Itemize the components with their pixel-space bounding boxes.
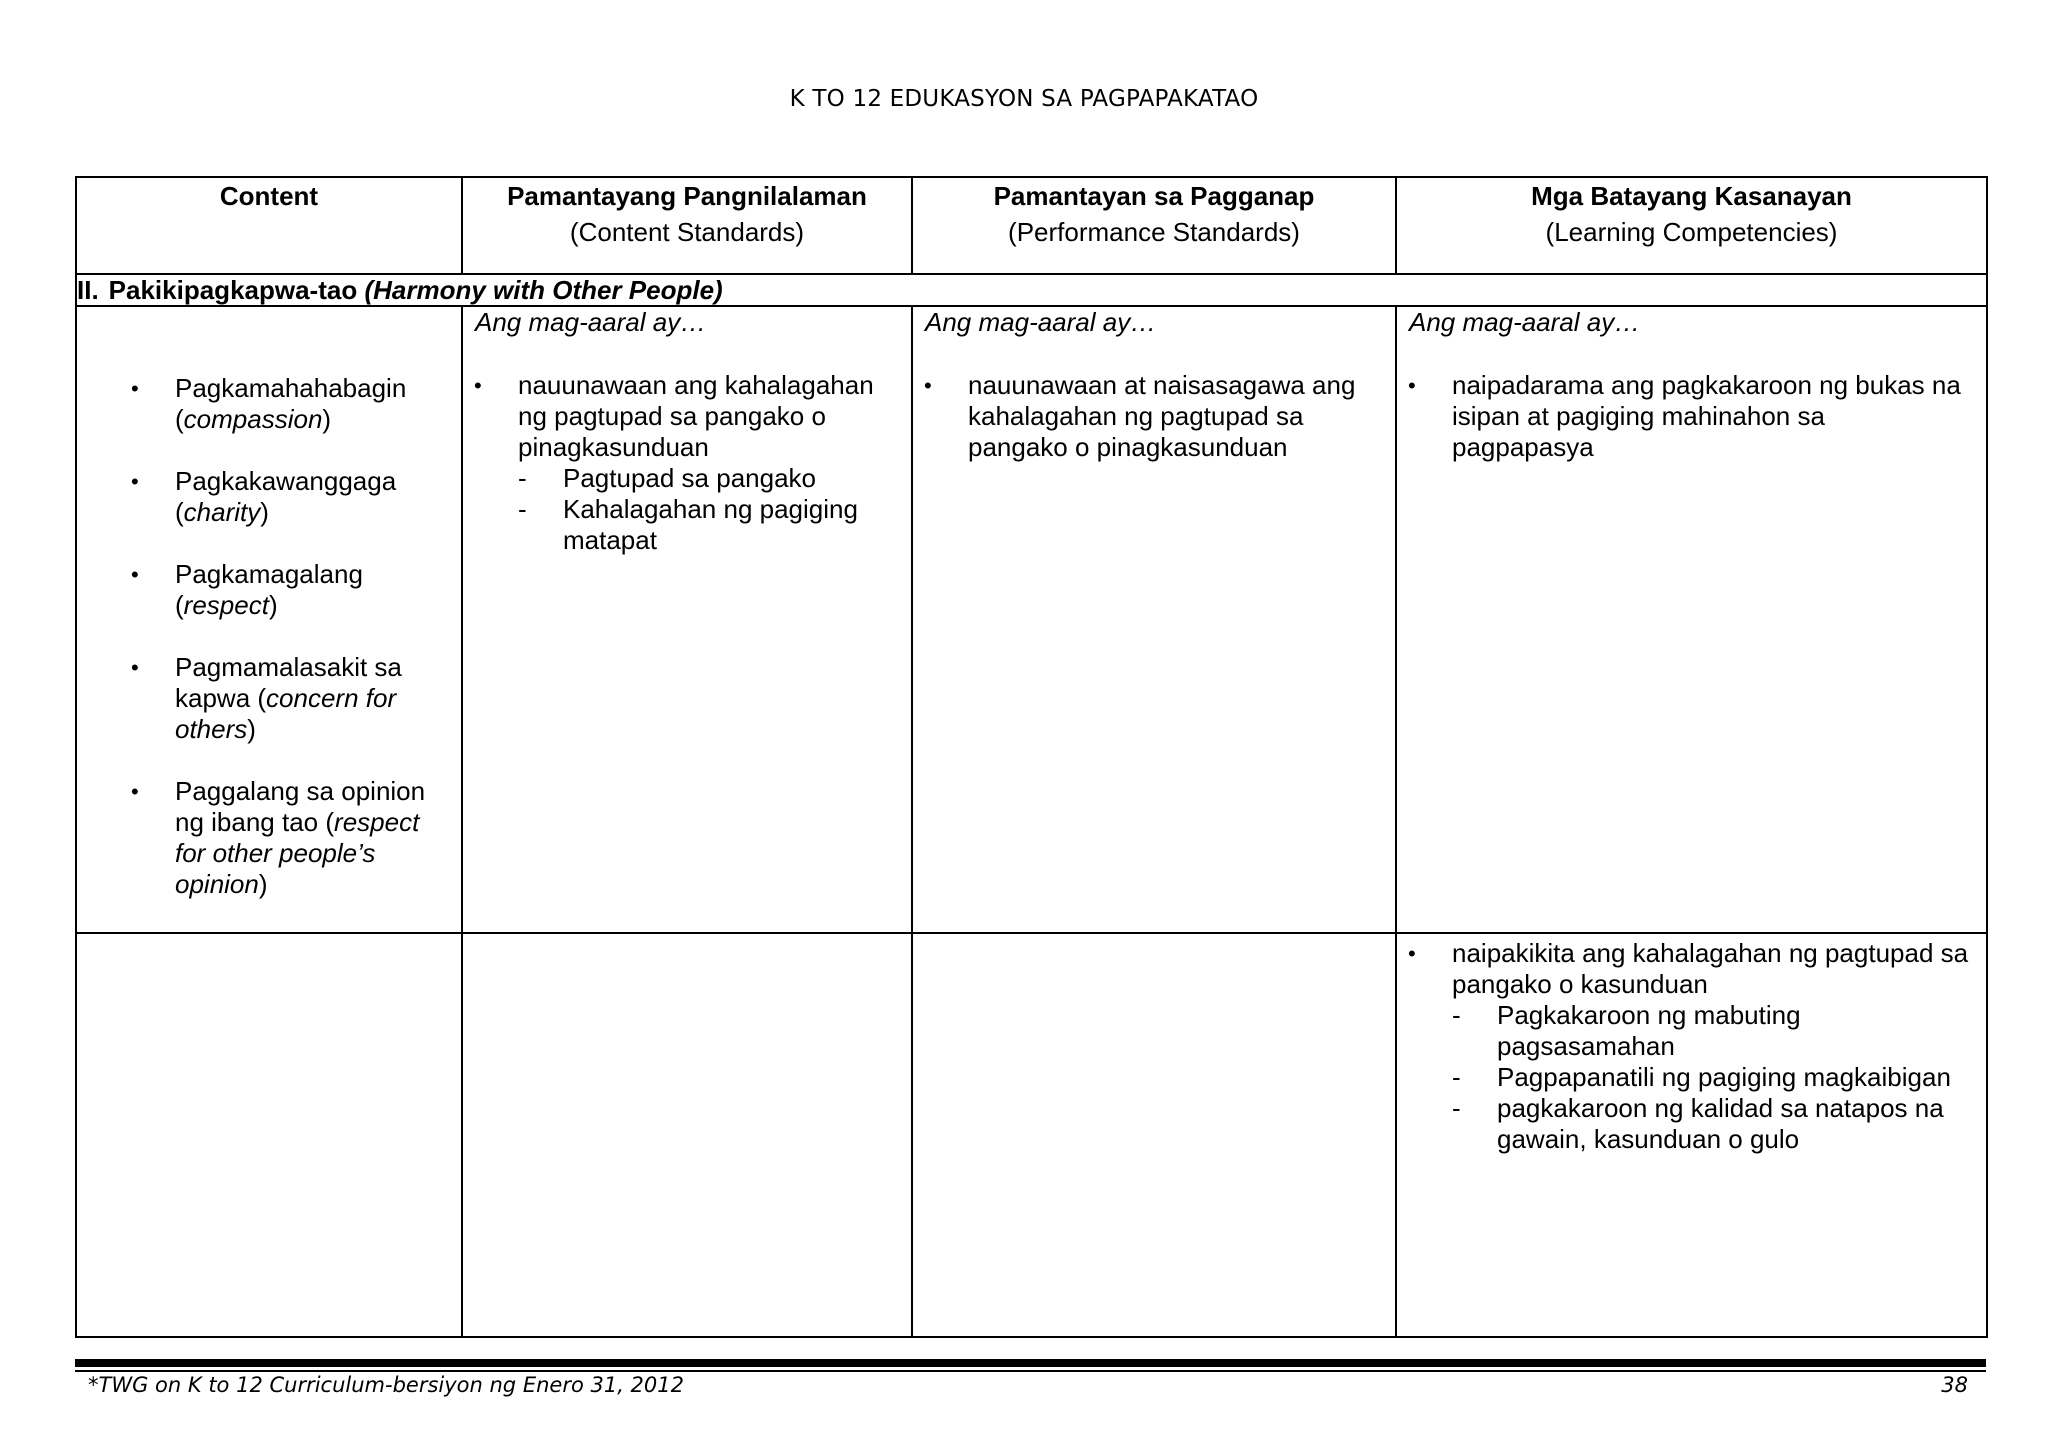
content-standard-text: nauunawaan ang kahalagahan ng pagtupad sa pangako o pinagkasunduan — [518, 370, 874, 463]
paren-open: ( — [175, 590, 184, 621]
item-english: charity — [183, 497, 261, 528]
item-filipino: Paggalang sa opinion ng ibang tao — [175, 776, 426, 838]
section-english-title: (Harmony with Other People) — [364, 275, 723, 306]
list-item — [1452, 938, 1970, 1155]
section-heading — [76, 274, 1987, 306]
section-row — [76, 274, 1987, 306]
paren-close: ) — [260, 497, 269, 528]
sub-list — [518, 463, 895, 556]
footer-divider-thick — [75, 1359, 1986, 1367]
document-title: K TO 12 EDUKASYON SA PAGPAPAKATAO — [789, 86, 1259, 112]
footer-divider-thin — [75, 1370, 1986, 1372]
item-filipino: Pagkamagalang — [175, 559, 363, 590]
list-item: • naipadarama ang pagkakaroon ng bukas na isipan at pagiging mahinahon sa pagpapasya — [1452, 370, 1970, 463]
empty-cell — [912, 933, 1396, 1337]
page-number: 38 — [1941, 1373, 1968, 1397]
header-content-title: Content — [219, 181, 319, 211]
item-filipino: Pagmamalasakit sa kapwa — [175, 652, 402, 714]
performance-standard-list — [913, 338, 1395, 463]
intro-text: Ang mag-aaral ay… — [475, 307, 707, 338]
sub-item: - pagkakaroon ng kalidad sa natapos na gawain, kasunduan o gulo — [1497, 1093, 1970, 1155]
learning-competency-list — [1397, 338, 1986, 463]
sub-item: - Pagkakaroon ng mabuting pagsasamahan — [1497, 1000, 1970, 1062]
item-english: concern for others — [175, 683, 397, 745]
empty-cell — [462, 933, 912, 1337]
paren-close: ) — [258, 869, 268, 900]
paren-close: ) — [268, 590, 278, 621]
paren-open: ( — [250, 683, 267, 714]
item-english: compassion — [183, 404, 323, 435]
content-list — [77, 307, 461, 900]
item-english: respect for other people’s opinion — [175, 807, 420, 900]
empty-cell — [76, 933, 462, 1337]
list-item — [175, 466, 441, 528]
list-item — [175, 776, 441, 900]
item-english: respect — [183, 590, 269, 621]
list-item — [175, 559, 441, 621]
learning-competency-list — [1397, 934, 1986, 1155]
content-cell — [76, 306, 462, 933]
section-title: Pakikipagkapwa-tao — [108, 275, 358, 306]
header-row — [76, 177, 1987, 274]
paren-open: ( — [318, 807, 335, 838]
header-content-standards-title: Pamantayang Pangnilalaman — [507, 181, 867, 211]
sub-list — [1452, 1000, 1970, 1155]
curriculum-table — [75, 176, 1988, 1338]
header-content-standards-subtitle: (Content Standards) — [569, 217, 805, 247]
paren-close: ) — [322, 404, 332, 435]
learning-competency-cell — [1396, 933, 1987, 1337]
header-learning-competencies-subtitle: (Learning Competencies) — [1545, 217, 1838, 247]
list-item — [518, 370, 895, 556]
paren-close: ) — [247, 714, 256, 745]
performance-standard-cell — [912, 306, 1396, 933]
sub-item: - Kahalagahan ng pagiging matapat — [563, 494, 895, 556]
paren-open: ( — [175, 404, 184, 435]
section-number: II. — [77, 275, 99, 306]
footer-note: *TWG on K to 12 Curriculum-bersiyon ng Enero 31, 2012 — [88, 1373, 684, 1397]
content-standard-cell — [462, 306, 912, 933]
paren-open: ( — [175, 497, 184, 528]
header-content-standards — [462, 177, 912, 274]
competency-text: naipakikita ang kahalagahan ng pagtupad sa pangako o kasunduan — [1452, 938, 1969, 1000]
header-performance-standards-subtitle: (Performance Standards) — [1008, 217, 1300, 247]
list-item: • nauunawaan at naisasagawa ang kahalagahan ng pagtupad sa pangako o pinagkasunduan — [968, 370, 1379, 463]
table-row — [76, 306, 1987, 933]
sub-item: - Pagtupad sa pangako — [563, 463, 895, 494]
list-item — [175, 373, 441, 435]
learning-competency-cell — [1396, 306, 1987, 933]
intro-text: Ang mag-aaral ay… — [925, 307, 1157, 338]
intro-text: Ang mag-aaral ay… — [1409, 307, 1641, 338]
table-row — [76, 933, 1987, 1337]
header-learning-competencies-title: Mga Batayang Kasanayan — [1531, 181, 1852, 211]
header-content — [76, 177, 462, 274]
list-item — [175, 652, 441, 745]
header-performance-standards — [912, 177, 1396, 274]
sub-item: - Pagpapanatili ng pagiging magkaibigan — [1497, 1062, 1970, 1093]
item-filipino: Pagkakawanggaga — [175, 466, 397, 497]
content-standard-list — [463, 338, 911, 556]
header-performance-standards-title: Pamantayan sa Pagganap — [993, 181, 1315, 211]
header-learning-competencies — [1396, 177, 1987, 274]
item-filipino: Pagkamahahabagin — [175, 373, 407, 404]
